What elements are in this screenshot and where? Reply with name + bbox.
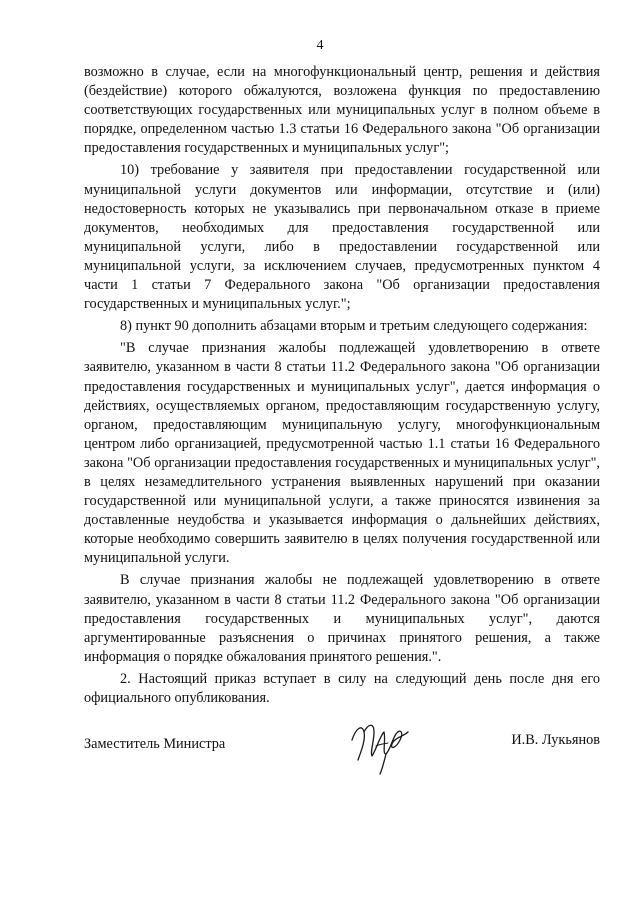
signatory-name: И.В. Лукьянов: [511, 732, 600, 748]
paragraph-continuation: возможно в случае, если на многофункциональный центр, решения и действия (бездействие) которого обжалуются, возложена функция по предоставлению соответствующих государственных или муниципальных услуг в полном объеме в порядке, определенном частью 1.3 статьи 16 Федерального закона "Об организации предоставления государственных и муниципальных услуг";: [84, 64, 600, 157]
paragraph-item-8: 8) пункт 90 дополнить абзацами вторым и третьим следующего содержания:: [120, 318, 588, 335]
handwritten-signature: [346, 710, 418, 776]
page-number: 4: [316, 38, 324, 53]
paragraph-quote-satisfied: "В случае признания жалобы подлежащей удовлетворению в ответе заявителю, указанном в части 8 статьи 11.2 Федерального закона "Об организации предоставления государственных и муниципальных услуг", дается информация о действиях, осуществляемых органом, предоставляющим государственную услугу, органом, предоставляющим муниципальную услугу, многофункциональным центром либо организацией, предусмотренной частью 1.1 статьи 16 Федерального закона "Об организации предоставления государственных и муниципальных услуг", в целях незамедлительного устранения выявленных нарушений при оказании государственной или муниципальной услуги, а также приносятся извинения за доставленные неудобства и указывается информация о дальнейших действиях, которые необходимо совершить заявителю в целях получения государственной или муниципальной услуги.: [84, 340, 600, 567]
signature-block: [84, 732, 600, 772]
paragraph-item-10: 10) требование у заявителя при предоставлении государственной или муниципальной услуги документов или информации, отсутствие и (или) недостоверность которых не указывались при первоначальном отказе в приеме документов, необходимых для предоставления государственной или муниципальной услуги, либо в предоставлении государственной или муниципальной услуги, за исключением случаев, предусмотренных пунктом 4 части 1 статьи 7 Федерального закона "Об организации предоставления государственных и муниципальных услуг.";: [84, 162, 600, 313]
signatory-title: Заместитель Министра: [84, 736, 226, 752]
paragraph-quote-not-satisfied: В случае признания жалобы не подлежащей удовлетворению в ответе заявителю, указанном в части 8 статьи 11.2 Федерального закона "Об организации предоставления государственных и муниципальных услуг", даются аргументированные разъяснения о причинах принятого решения, а также информация о порядке обжалования принятого решения.".: [84, 572, 600, 665]
paragraph-effective-date: 2. Настоящий приказ вступает в силу на следующий день после дня его официального опубликования.: [84, 670, 600, 706]
document-body: [84, 63, 600, 711]
